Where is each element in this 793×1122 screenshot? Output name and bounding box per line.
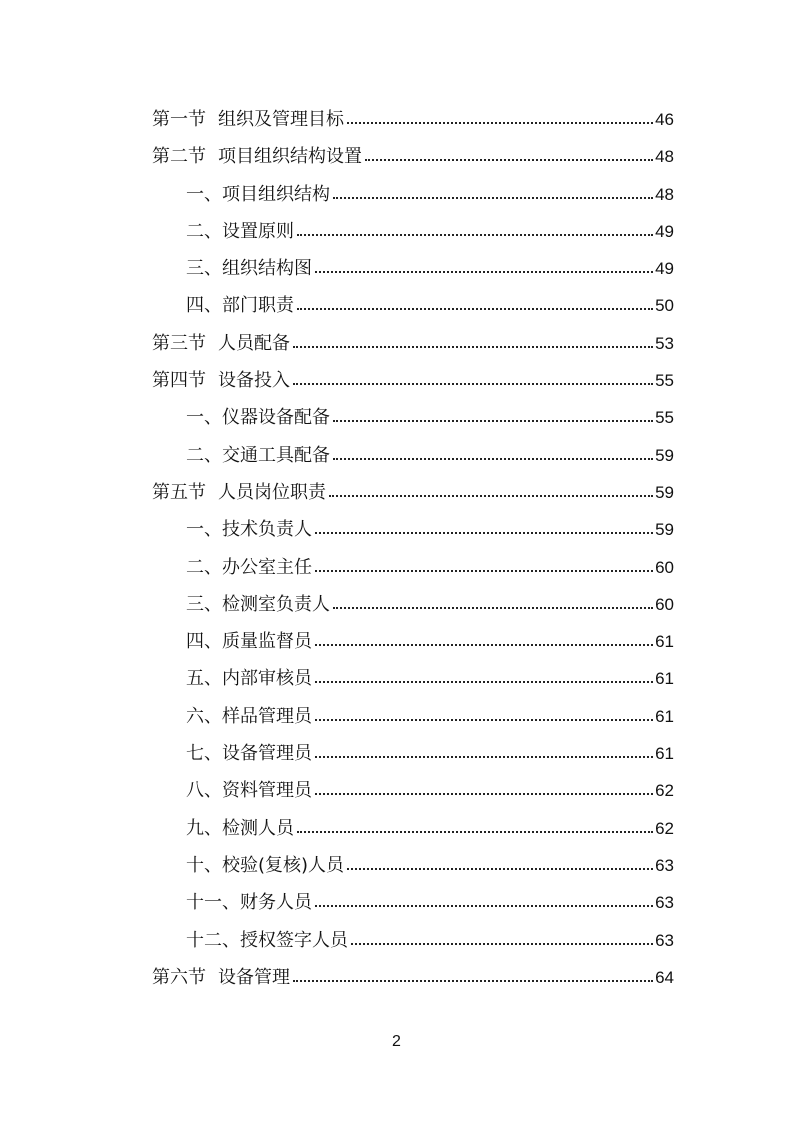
toc-section-label: 第四节 bbox=[152, 370, 206, 392]
toc-title-text: 组织及管理目标 bbox=[218, 109, 344, 130]
toc-title-text: 四、部门职责 bbox=[186, 295, 294, 317]
toc-dot-leader bbox=[297, 219, 653, 237]
toc-entry-title bbox=[152, 959, 290, 996]
toc-entry-title bbox=[186, 922, 348, 959]
toc-title-text: 一、技术负责人 bbox=[186, 519, 312, 541]
table-of-contents bbox=[152, 101, 674, 996]
toc-entry[interactable] bbox=[152, 250, 674, 287]
toc-dot-leader bbox=[333, 443, 653, 461]
toc-entry-title bbox=[186, 437, 330, 474]
toc-page-number: 55 bbox=[655, 371, 674, 391]
toc-dot-leader bbox=[293, 965, 653, 983]
toc-page-number: 50 bbox=[655, 296, 674, 316]
toc-title-text: 四、质量监督员 bbox=[186, 631, 312, 653]
toc-entry-title bbox=[186, 287, 294, 324]
toc-page-number: 59 bbox=[655, 482, 674, 502]
toc-entry[interactable] bbox=[152, 138, 674, 175]
toc-title-text: 项目组织结构设置 bbox=[218, 146, 362, 168]
toc-section-label: 第六节 bbox=[152, 966, 206, 988]
toc-section-label: 第五节 bbox=[152, 481, 206, 503]
toc-page-number: 60 bbox=[655, 557, 674, 577]
toc-page-number: 63 bbox=[655, 855, 674, 875]
toc-dot-leader bbox=[329, 480, 653, 498]
toc-dot-leader bbox=[293, 331, 653, 349]
toc-page-number: 59 bbox=[655, 520, 674, 540]
toc-entry-title bbox=[186, 698, 312, 735]
toc-dot-leader bbox=[347, 107, 653, 125]
toc-page-number: 48 bbox=[655, 147, 674, 167]
toc-dot-leader bbox=[315, 890, 653, 908]
toc-entry[interactable] bbox=[152, 884, 674, 921]
toc-page-number: 63 bbox=[655, 930, 674, 950]
toc-entry[interactable] bbox=[152, 959, 674, 996]
toc-page-number: 49 bbox=[655, 221, 674, 241]
toc-dot-leader bbox=[333, 182, 653, 200]
toc-section-label: 第三节 bbox=[152, 332, 206, 354]
toc-dot-leader bbox=[315, 704, 653, 722]
toc-title-text: 三、组织结构图 bbox=[186, 258, 312, 280]
toc-page-number: 55 bbox=[655, 408, 674, 428]
toc-entry-title bbox=[186, 213, 294, 250]
toc-page-number: 48 bbox=[655, 184, 674, 204]
toc-page-number: 61 bbox=[655, 669, 674, 689]
toc-entry-title bbox=[152, 138, 362, 175]
toc-page-number: 62 bbox=[655, 818, 674, 838]
toc-entry-title bbox=[152, 101, 344, 138]
toc-entry[interactable] bbox=[152, 586, 674, 623]
toc-title-text: 九、检测人员 bbox=[186, 817, 294, 839]
toc-title-text: 七、设备管理员 bbox=[186, 743, 312, 765]
toc-entry-title bbox=[186, 399, 330, 436]
toc-entry[interactable] bbox=[152, 437, 674, 474]
toc-dot-leader bbox=[333, 405, 653, 423]
toc-title-text: 十二、授权签字人员 bbox=[186, 929, 348, 951]
toc-page-number: 63 bbox=[655, 893, 674, 913]
toc-entry[interactable] bbox=[152, 362, 674, 399]
toc-entry[interactable] bbox=[152, 847, 674, 884]
toc-dot-leader bbox=[351, 928, 653, 946]
toc-title-text: 十一、财务人员 bbox=[186, 892, 312, 914]
toc-entry-title bbox=[186, 586, 330, 623]
toc-page-number: 61 bbox=[655, 744, 674, 764]
toc-title-text: 十、校验(复核)人员 bbox=[186, 854, 345, 876]
toc-entry-title bbox=[186, 735, 312, 772]
toc-page-number: 62 bbox=[655, 781, 674, 801]
toc-entry-title bbox=[186, 772, 312, 809]
toc-title-text: 二、办公室主任 bbox=[186, 556, 312, 578]
toc-dot-leader bbox=[315, 666, 653, 684]
toc-entry-title bbox=[186, 884, 312, 921]
toc-page-number: 61 bbox=[655, 706, 674, 726]
toc-entry-title bbox=[186, 176, 330, 213]
toc-dot-leader bbox=[315, 256, 653, 274]
toc-page-number: 59 bbox=[655, 445, 674, 465]
toc-page-number: 46 bbox=[655, 110, 674, 129]
toc-entry-title bbox=[152, 474, 326, 511]
toc-page-number: 49 bbox=[655, 259, 674, 279]
toc-title-text: 五、内部审核员 bbox=[186, 668, 312, 690]
toc-dot-leader bbox=[315, 741, 653, 759]
toc-entry-title bbox=[186, 623, 312, 660]
toc-entry[interactable] bbox=[152, 287, 674, 324]
toc-title-text: 一、项目组织结构 bbox=[186, 183, 330, 205]
toc-dot-leader bbox=[347, 853, 653, 871]
toc-entry[interactable] bbox=[152, 735, 674, 772]
toc-dot-leader bbox=[315, 517, 653, 535]
toc-entry-title bbox=[186, 250, 312, 287]
toc-title-text: 三、检测室负责人 bbox=[186, 593, 330, 615]
toc-dot-leader bbox=[333, 592, 653, 610]
toc-entry[interactable] bbox=[152, 772, 674, 809]
toc-entry-title bbox=[186, 847, 344, 884]
toc-title-text: 设备管理 bbox=[218, 966, 290, 988]
toc-entry[interactable] bbox=[152, 399, 674, 436]
toc-page-number: 60 bbox=[655, 594, 674, 614]
toc-title-text: 八、资料管理员 bbox=[186, 780, 312, 802]
toc-entry-title bbox=[152, 325, 290, 362]
toc-section-label: 第二节 bbox=[152, 146, 206, 168]
toc-entry[interactable] bbox=[152, 511, 674, 548]
toc-entry[interactable] bbox=[152, 549, 674, 586]
toc-page-number: 61 bbox=[655, 632, 674, 652]
toc-entry[interactable] bbox=[152, 623, 674, 660]
toc-entry[interactable] bbox=[152, 176, 674, 213]
toc-entry[interactable] bbox=[152, 698, 674, 735]
toc-entry-title bbox=[186, 511, 312, 548]
toc-dot-leader bbox=[297, 293, 653, 311]
toc-entry-title bbox=[152, 362, 290, 399]
toc-entry[interactable] bbox=[152, 810, 674, 847]
toc-dot-leader bbox=[315, 629, 653, 647]
toc-entry-title bbox=[186, 660, 312, 697]
toc-entry[interactable] bbox=[152, 325, 674, 362]
toc-title-text: 人员岗位职责 bbox=[218, 481, 326, 503]
toc-entry[interactable] bbox=[152, 101, 674, 138]
toc-page-number: 64 bbox=[655, 967, 674, 987]
toc-title-text: 人员配备 bbox=[218, 332, 290, 354]
toc-entry[interactable] bbox=[152, 213, 674, 250]
toc-section-label: 第一节 bbox=[152, 109, 206, 130]
toc-dot-leader bbox=[297, 816, 653, 834]
toc-dot-leader bbox=[365, 144, 653, 162]
toc-entry[interactable] bbox=[152, 660, 674, 697]
toc-title-text: 二、设置原则 bbox=[186, 220, 294, 242]
toc-title-text: 六、样品管理员 bbox=[186, 705, 312, 727]
toc-entry[interactable] bbox=[152, 474, 674, 511]
page-number: 2 bbox=[392, 1033, 401, 1050]
toc-title-text: 设备投入 bbox=[218, 370, 290, 392]
toc-page-number: 53 bbox=[655, 333, 674, 353]
toc-title-text: 一、仪器设备配备 bbox=[186, 407, 330, 429]
toc-entry[interactable] bbox=[152, 922, 674, 959]
toc-dot-leader bbox=[315, 778, 653, 796]
toc-dot-leader bbox=[315, 555, 653, 573]
toc-title-text: 二、交通工具配备 bbox=[186, 444, 330, 466]
toc-dot-leader bbox=[293, 368, 653, 386]
toc-entry-title bbox=[186, 810, 294, 847]
toc-entry-title bbox=[186, 549, 312, 586]
